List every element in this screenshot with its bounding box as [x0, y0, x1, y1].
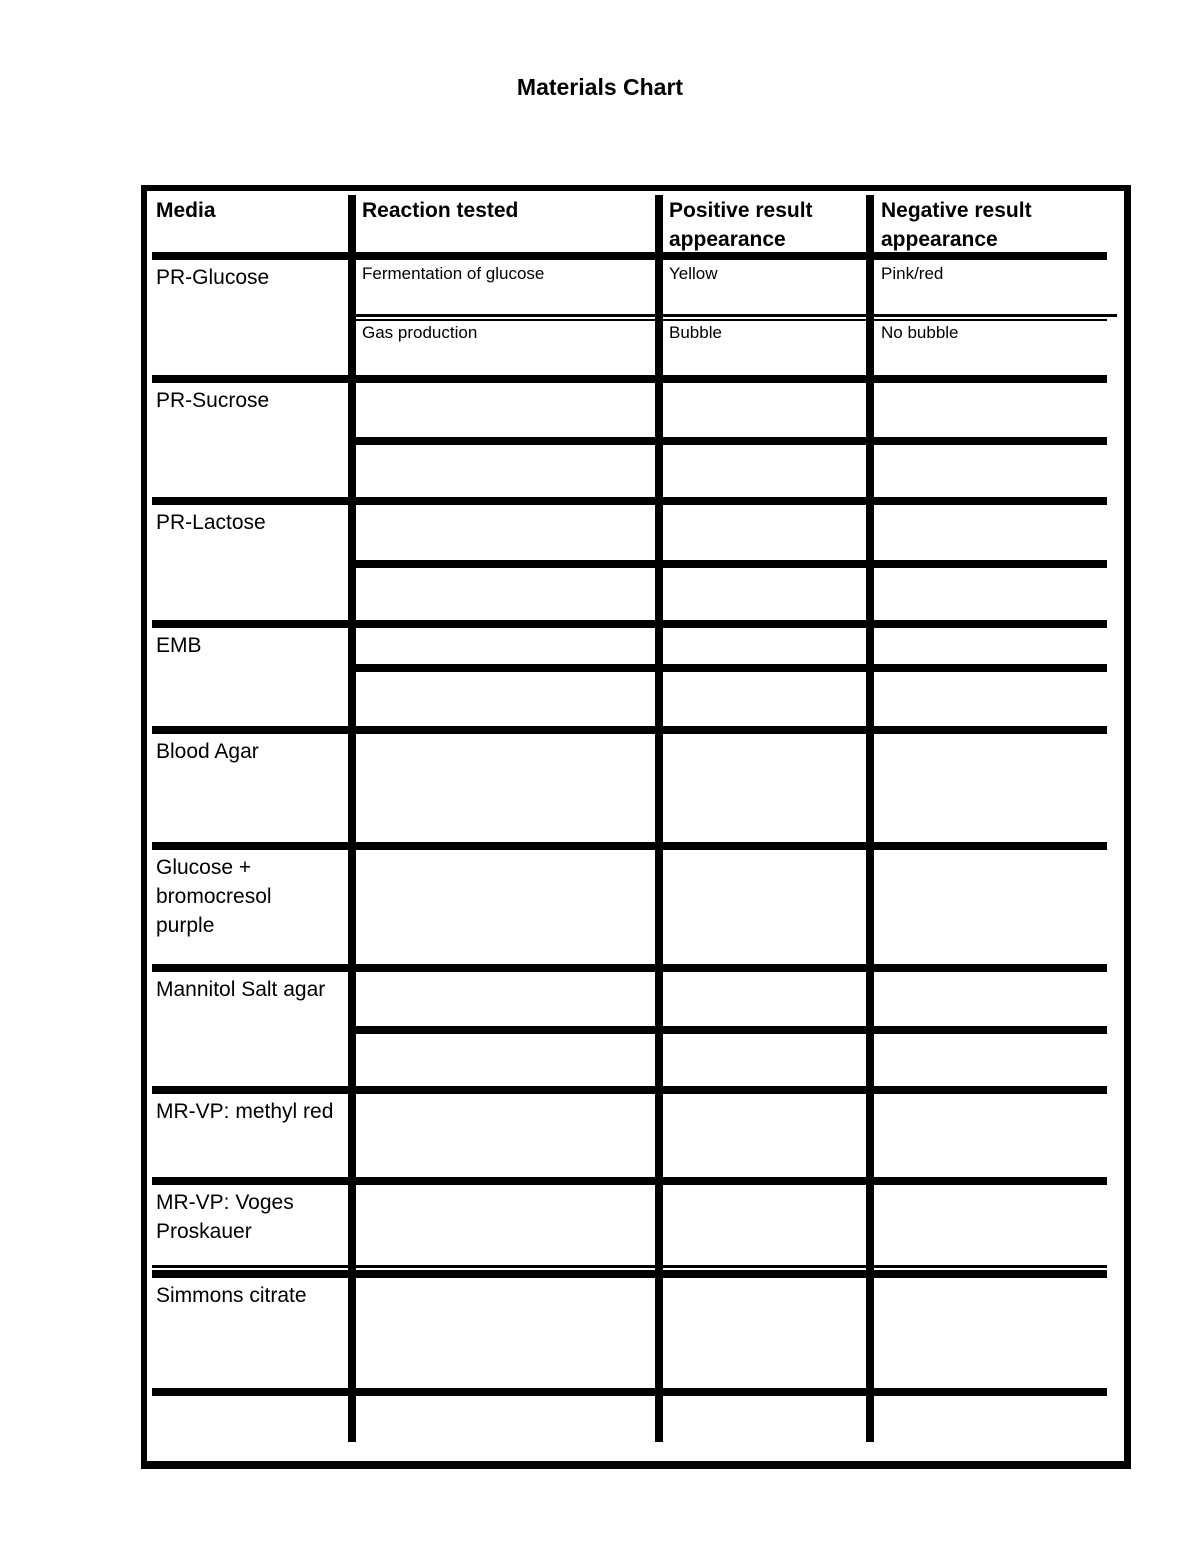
reaction-cell: Fermentation of glucose — [362, 264, 545, 283]
reaction-cell: Gas production — [362, 323, 478, 342]
row-rule-double — [152, 1265, 1107, 1268]
positive-cell: Bubble — [669, 323, 722, 342]
media-cell: PR-Lactose — [156, 511, 266, 534]
subrow-rule — [352, 664, 1107, 672]
row-rule — [152, 964, 1107, 972]
row-rule — [152, 842, 1107, 850]
header-negative: Negative result appearance — [881, 199, 1038, 251]
row-rule — [152, 1086, 1107, 1094]
header-reaction: Reaction tested — [362, 199, 519, 222]
header-positive: Positive result appearance — [669, 199, 819, 251]
page-title: Materials Chart — [516, 74, 684, 100]
subrow-rule — [352, 437, 1107, 445]
header-rule — [152, 252, 1107, 260]
row-rule — [152, 726, 1107, 734]
row-rule — [152, 497, 1107, 505]
row-rule — [152, 620, 1107, 628]
row-rule — [152, 375, 1107, 383]
media-cell: Simmons citrate — [156, 1284, 307, 1307]
header-media: Media — [156, 199, 216, 222]
row-rule — [152, 1270, 1107, 1278]
positive-cell: Yellow — [669, 264, 718, 283]
media-cell: PR-Sucrose — [156, 389, 270, 412]
subrow-rule — [352, 319, 1107, 321]
media-cell: MR-VP: Voges Proskauer — [156, 1191, 294, 1243]
media-cell: Blood Agar — [156, 740, 259, 763]
subrow-rule — [352, 1026, 1107, 1034]
media-cell: PR-Glucose — [156, 266, 270, 289]
media-cell: EMB — [156, 634, 202, 657]
row-rule — [152, 1388, 1107, 1396]
negative-cell: Pink/red — [881, 264, 944, 283]
row-rule — [152, 1177, 1107, 1185]
media-cell: MR-VP: methyl red — [156, 1100, 334, 1123]
media-cell: Glucose + bromocresol purple — [156, 856, 272, 937]
subrow-rule — [352, 314, 1117, 317]
subrow-rule — [352, 560, 1107, 568]
media-cell: Mannitol Salt agar — [156, 978, 326, 1001]
negative-cell: No bubble — [881, 323, 959, 342]
